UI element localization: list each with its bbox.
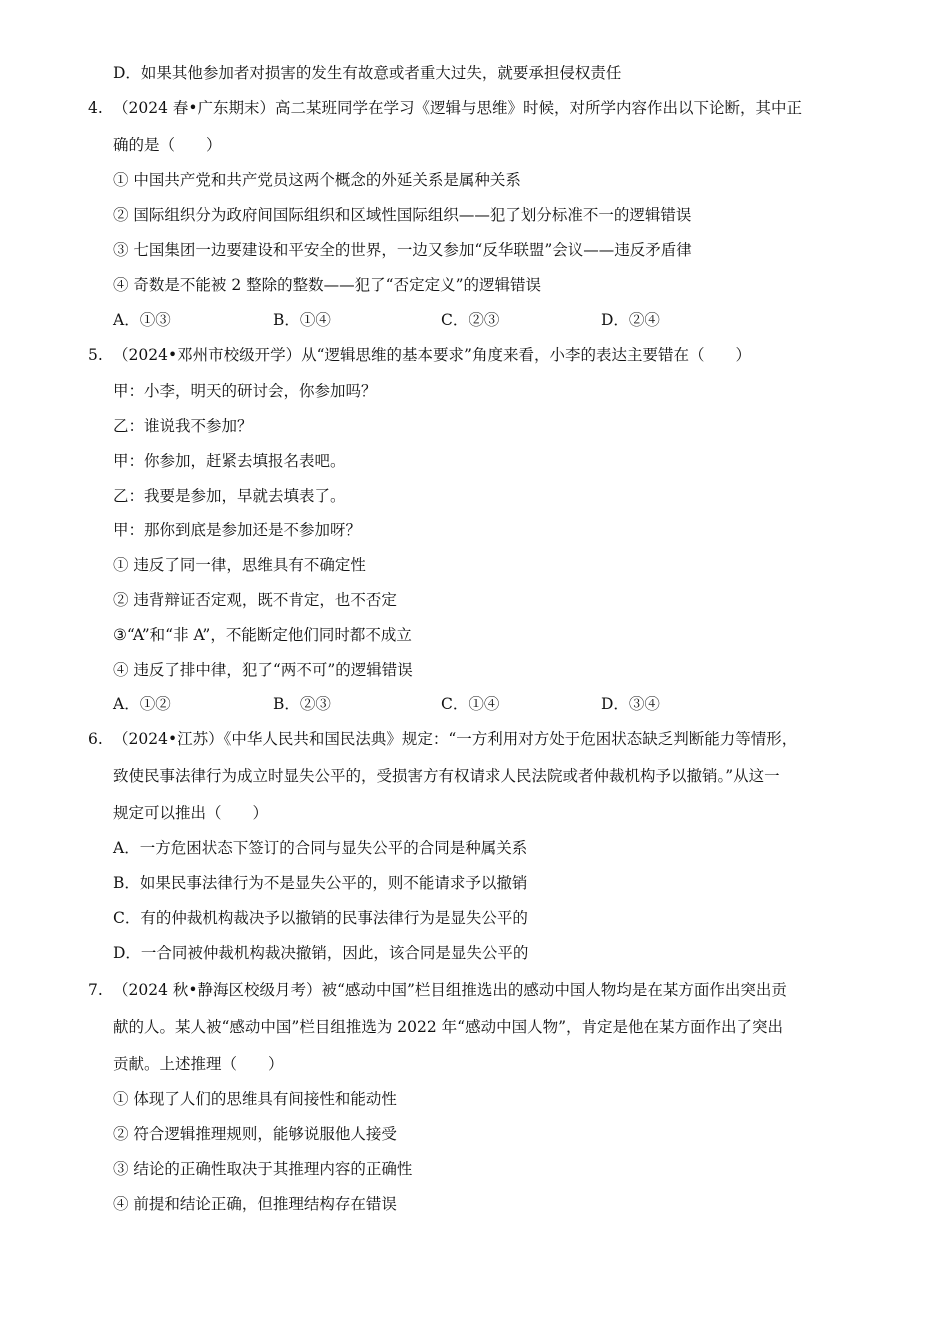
statement: ② 符合逻辑推理规则，能够说服他人接受 [113,1125,397,1143]
statement: ① 中国共产党和共产党员这两个概念的外延关系是属种关系 [113,171,521,189]
question-number: 5. [88,346,103,364]
option-d: D．②④ [601,311,660,329]
question-stem-line: 致使民事法律行为成立时显失公平的，受损害方有权请求人民法院或者仲裁机构予以撤销。”从这一 [113,767,780,785]
dialogue-line: 甲：你参加，赶紧去填报名表吧。 [113,452,346,470]
option-b: B．①④ [273,311,331,329]
option-c: C．①④ [441,695,500,713]
statement: ① 体现了人们的思维具有间接性和能动性 [113,1090,397,1108]
question-number: 7. [88,981,103,999]
dialogue-line: 甲：那你到底是参加还是不参加呀？ [113,521,362,539]
option-a: A．①③ [113,311,171,329]
statement: ④ 违反了排中律，犯了“两不可”的逻辑错误 [113,661,413,679]
question-stem-line: 规定可以推出（ ） [113,804,269,822]
option-c: C．②③ [441,311,500,329]
option-d: D．③④ [601,695,660,713]
dialogue-line: 甲：小李，明天的研讨会，你参加吗？ [113,382,377,400]
choice-c: C．有的仲裁机构裁决予以撤销的民事法律行为是显失公平的 [113,909,528,927]
statement: ④ 奇数是不能被 2 整除的整数——犯了“否定定义”的逻辑错误 [113,276,541,294]
dialogue-line: 乙：我要是参加，早就去填表了。 [113,487,346,505]
statement: ① 违反了同一律，思维具有不确定性 [113,556,366,574]
question-stem-line: 贡献。上述推理（ ） [113,1055,284,1073]
question-stem-line: （2024 春•广东期末）高二某班同学在学习《逻辑与思维》时候，对所学内容作出以下论断，其中正 [113,99,803,117]
question-stem-line: 献的人。某人被“感动中国”栏目组推选为 2022 年“感动中国人物”，肯定是他在某方面作出了突出 [113,1018,783,1036]
question-number: 4. [88,99,103,117]
option-a: A．①② [113,695,171,713]
question-stem-line: （2024 秋•静海区校级月考）被“感动中国”栏目组推选出的感动中国人物均是在某方面作出突出贡 [113,981,787,999]
question-stem-line: （2024•江苏）《中华人民共和国民法典》规定：“一方利用对方处于危困状态缺乏判断能力等情形， [113,730,798,748]
statement: ④ 前提和结论正确，但推理结构存在错误 [113,1195,397,1213]
statement: ③ 结论的正确性取决于其推理内容的正确性 [113,1160,413,1178]
choice-b: B．如果民事法律行为不是显失公平的，则不能请求予以撤销 [113,874,528,892]
statement: ③“A”和“非 A”，不能断定他们同时都不成立 [113,626,412,644]
statement: ③ 七国集团一边要建设和平安全的世界，一边又参加“反华联盟”会议——违反矛盾律 [113,241,692,259]
choice-d: D．一合同被仲裁机构裁决撤销，因此，该合同是显失公平的 [113,944,529,962]
statement: ② 国际组织分为政府间国际组织和区域性国际组织——犯了划分标准不一的逻辑错误 [113,206,692,224]
statement: ② 违背辩证否定观，既不肯定，也不否定 [113,591,397,609]
dialogue-line: 乙：谁说我不参加？ [113,417,253,435]
carryover-option-d: D．如果其他参加者对损害的发生有故意或者重大过失，就要承担侵权责任 [113,64,622,82]
option-b: B．②③ [273,695,331,713]
question-stem-line: （2024•邓州市校级开学）从“逻辑思维的基本要求”角度来看，小李的表达主要错在（ ） [113,346,751,364]
question-number: 6. [88,730,103,748]
question-stem-line: 确的是（ ） [113,136,222,154]
choice-a: A．一方危困状态下签订的合同与显失公平的合同是种属关系 [113,839,528,857]
